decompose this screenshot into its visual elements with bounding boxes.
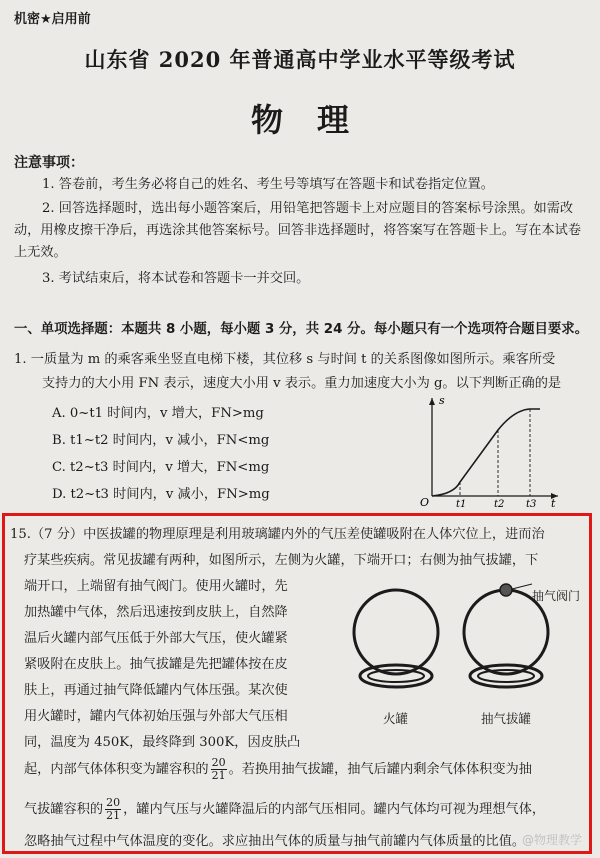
origin-label: O [420, 496, 430, 509]
position-time-graph [408, 392, 568, 510]
fraction-20-21-second [105, 797, 121, 822]
exam-title: 山东省 2020 年普通高中学业水平等级考试 [84, 47, 516, 72]
subject-title: 物理 [250, 101, 383, 139]
fire-cup-label: 火罐 [383, 711, 409, 726]
tick-t2: t2 [494, 499, 505, 510]
q15-line-2: 疗某些疾病。常见拔罐有两种，如图所示，左侧为火罐，下端开口；右侧为抽气拔罐，下 [24, 553, 539, 568]
y-axis-label: s [439, 394, 445, 407]
q15-line-3: 端开口，上端留有抽气阀门。使用火罐时，先 [24, 579, 288, 594]
q15-line-6: 紧吸附在皮肤上。抽气拔罐是先把罐体按在皮 [24, 657, 288, 672]
notice-item-2: 2. 回答选择题时，选出每小题答案后，用铅笔把答题卡上对应题目的答案标号涂黑。如需改动，用橡皮擦干净后，再选涂其他答案标号。回答非选择题时，将答案写在答题卡上。写在本试卷上无效。 [14, 201, 582, 260]
question-1-stem [14, 348, 590, 396]
valve-knob-icon [500, 584, 512, 596]
fraction-numerator: 20 [211, 756, 226, 769]
suction-cup-rim-inner [478, 670, 534, 682]
fire-cup-body [354, 590, 438, 674]
confidential-mark: 机密★启用前 [14, 12, 91, 27]
fraction-20-21 [211, 757, 227, 782]
q15-line-1: 15.（7 分）中医拔罐的物理原理是利用玻璃罐内外的气压差使罐吸附在人体穴位上，进而治 [10, 527, 545, 542]
q15-line-7: 肤上，再通过抽气降低罐内气体压强。某次使 [24, 683, 288, 698]
q15-line-5: 温后火罐内部气压低于外部大气压，使火罐紧 [24, 631, 288, 646]
option-c: C. t2~t3 时间内，v 增大，FN<mg [52, 460, 270, 475]
tick-t3: t3 [526, 499, 537, 510]
q15-line-11-start: 气拔罐容积的 [24, 802, 104, 817]
watermark: @物理教学 [521, 833, 582, 847]
fraction-numerator: 20 [106, 796, 121, 809]
option-b: B. t1~t2 时间内，v 减小，FN<mg [52, 433, 270, 448]
tick-t1: t1 [456, 499, 467, 510]
q15-line-10-end: 。若换用抽气拔罐，抽气后罐内剩余气体体积变为抽 [228, 762, 532, 777]
q15-line-8: 用火罐时，罐内气体初始压强与外部大气压相 [24, 709, 288, 724]
section-heading: 一、单项选择题：本题共 8 小题，每小题 3 分，共 24 分。每小题只有一个选项符合题目要求。 [14, 322, 589, 337]
question-1-line-1: 1. 一质量为 m 的乘客乘坐竖直电梯下楼，其位移 s 与时间 t 的关系图像如图所示。乘客所受 [14, 352, 556, 367]
valve-label: 抽气阀门 [532, 589, 581, 603]
y-axis-arrow [429, 398, 435, 405]
s-t-curve [432, 409, 540, 496]
fraction-denominator: 21 [211, 769, 226, 782]
fraction-denominator: 21 [106, 809, 121, 822]
option-a: A. 0~t1 时间内，v 增大，FN>mg [52, 406, 264, 421]
x-axis-label: t [551, 497, 556, 510]
q15-line-4: 加热罐中气体，然后迅速按到皮肤上，自然降 [24, 605, 288, 620]
suction-cup-rim [470, 665, 542, 687]
q15-line-12: 忽略抽气过程中气体温度的变化。求应抽出气体的质量与抽气前罐内气体质量的比值。 [24, 834, 526, 849]
option-d: D. t2~t3 时间内，v 减小，FN>mg [52, 487, 270, 502]
valve-leader-line [512, 584, 532, 589]
suction-cup-label: 抽气拔罐 [481, 711, 532, 726]
q15-line-10-start: 起，内部气体体积变为罐容积的 [24, 762, 209, 777]
q15-line-10 [24, 757, 532, 782]
q15-line-9: 同，温度为 450K，最终降到 300K，因皮肤凸 [24, 735, 301, 750]
notice-item-1: 1. 答卷前，考生务必将自己的姓名、考生号等填写在答题卡和试卷指定位置。 [42, 177, 494, 192]
notice-item-3: 3. 考试结束后，将本试卷和答题卡一并交回。 [42, 271, 310, 286]
fire-cup-rim-inner [368, 670, 424, 682]
notice-heading: 注意事项： [14, 155, 84, 171]
fire-cup-rim [360, 665, 432, 687]
question-1-line-2: 支持力的大小用 FN 表示，速度大小用 v 表示。重力加速度大小为 g。以下判断正确的是 [42, 376, 562, 391]
q15-line-11-end: ，罐内气压与火罐降温后的内部气压相同。罐内气体均可视为理想气体， [123, 802, 546, 817]
q15-line-11 [24, 797, 545, 822]
